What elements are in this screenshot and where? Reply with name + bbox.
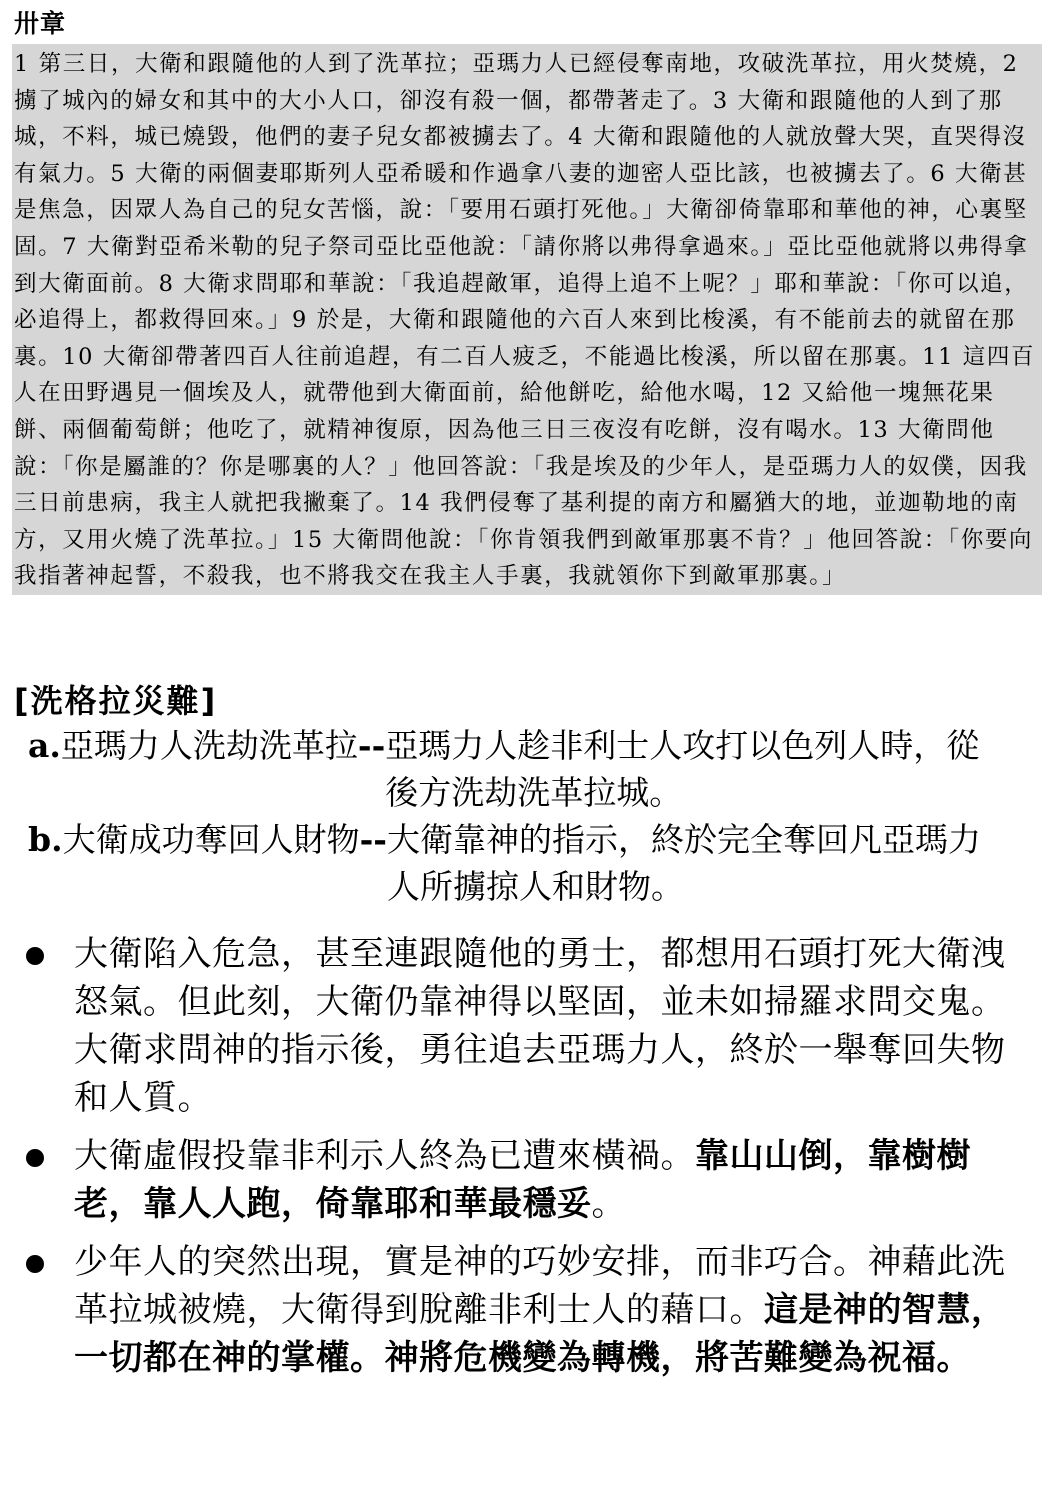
bullet-text xyxy=(74,1132,1036,1228)
bullet-dot-icon xyxy=(26,1255,44,1273)
summary-point-a xyxy=(28,722,1048,816)
point-letter: a. xyxy=(28,726,61,765)
bullet-plain: 大衛陷入危急，甚至連跟隨他的勇士，都想用石頭打死大衛洩怒氣。但此刻，大衛仍靠神得以堅固，並未如掃羅求問交鬼。大衛求問神的指示後，勇往追去亞瑪力人，終於一舉奪回失物和人質。 xyxy=(74,934,1006,1118)
bullet-item xyxy=(26,930,1041,1122)
point-dash: -- xyxy=(359,820,387,859)
scripture-text: 1 第三日，大衛和跟隨他的人到了洗革拉；亞瑪力人已經侵奪南地，攻破洗革拉，用火焚燒，2 擄了城內的婦女和其中的大小人口，卻沒有殺一個，都帶著走了。3 大衛和跟隨他的人到了那城，不料，城已燒毀，他們的妻子兒女都被擄去了。4 大衛和跟隨他的人就放聲大哭，直哭得沒有氣力。5 大衛的兩個妻耶斯列人亞希暖和作過拿八妻的迦密人亞比該，也被擄去了。6 大衛甚是焦急，因眾人為自己的兒女苦惱，說：「要用石頭打死他。」大衛卻倚靠耶和華他的神，心裏堅固。7 大衛對亞希米勒的兒子祭司亞比亞他說：「請你將以弗得拿過來。」亞比亞他就將以弗得拿到大衛面前。8 大衛求問耶和華說：「我追趕敵軍，追得上追不上呢？」耶和華說：「你可以追，必追得上，都救得回來。」9 於是，大衛和跟隨他的六百人來到比梭溪，有不能前去的就留在那裏。10 大衛卻帶著四百人往前追趕，有二百人疲乏，不能過比梭溪，所以留在那裏。11 這四百人在田野遇見一個埃及人，就帶他到大衛面前，給他餅吃，給他水喝，12 又給他一塊無花果餅、兩個葡萄餅；他吃了，就精神復原，因為他三日三夜沒有吃餅，沒有喝水。13 大衛問他說：「你是屬誰的？你是哪裏的人？」他回答說：「我是埃及的少年人，是亞瑪力人的奴僕，因我三日前患病，我主人就把我撇棄了。14 我們侵奪了基利提的南方和屬猶大的地，並迦勒地的南方，又用火燒了洗革拉。」15 大衛問他說：「你肯領我們到敵軍那裏不肯？」他回答說：「你要向我指著神起誓，不殺我，也不將我交在我主人手裏，我就領你下到敵軍那裏。」 xyxy=(14,51,1036,590)
point-body: 亞瑪力人趁非利士人攻打以色列人時，從後方洗劫洗革拉城。 xyxy=(385,726,980,812)
bullet-plain: 少年人的突然出現，實是神的巧妙安排，而非巧合。神藉此洗革拉城被燒，大衛得到脫離非利士人的藉口。 xyxy=(74,1242,1006,1330)
bullet-after: 。 xyxy=(591,1184,626,1224)
point-body: 大衛靠神的指示，終於完全奪回凡亞瑪力人所擄掠人和財物。 xyxy=(386,820,981,906)
chapter-title: 卅章 xyxy=(14,9,67,38)
bullet-list xyxy=(26,930,1041,1392)
bullet-item xyxy=(26,1132,1041,1228)
point-heading: 亞瑪力人洗劫洗革拉 xyxy=(60,726,358,765)
bullet-item xyxy=(26,1238,1041,1382)
bullet-plain: 大衛虛假投靠非利示人終為已遭來橫禍。 xyxy=(74,1136,695,1176)
bullet-bold: 這是神的智慧，一切都在神的掌權。神將危機變為轉機，將苦難變為祝福。 xyxy=(74,1290,1006,1378)
bullet-text xyxy=(74,930,1036,1122)
bullet-bold: 靠山山倒，靠樹樹老，靠人人跑，倚靠耶和華最穩妥 xyxy=(74,1136,971,1224)
bullet-text xyxy=(74,1238,1036,1382)
point-lead xyxy=(28,816,387,910)
point-letter: b. xyxy=(28,820,63,859)
point-lead xyxy=(28,722,385,816)
scripture-passage xyxy=(12,44,1042,595)
bullet-dot-icon xyxy=(26,1149,44,1167)
section-title: [洗格拉災難] xyxy=(14,682,218,720)
point-dash: -- xyxy=(357,726,386,765)
summary-points xyxy=(28,722,1048,910)
point-heading: 大衛成功奪回人財物 xyxy=(62,820,360,859)
bullet-dot-icon xyxy=(26,947,44,965)
summary-point-b xyxy=(28,816,1048,910)
